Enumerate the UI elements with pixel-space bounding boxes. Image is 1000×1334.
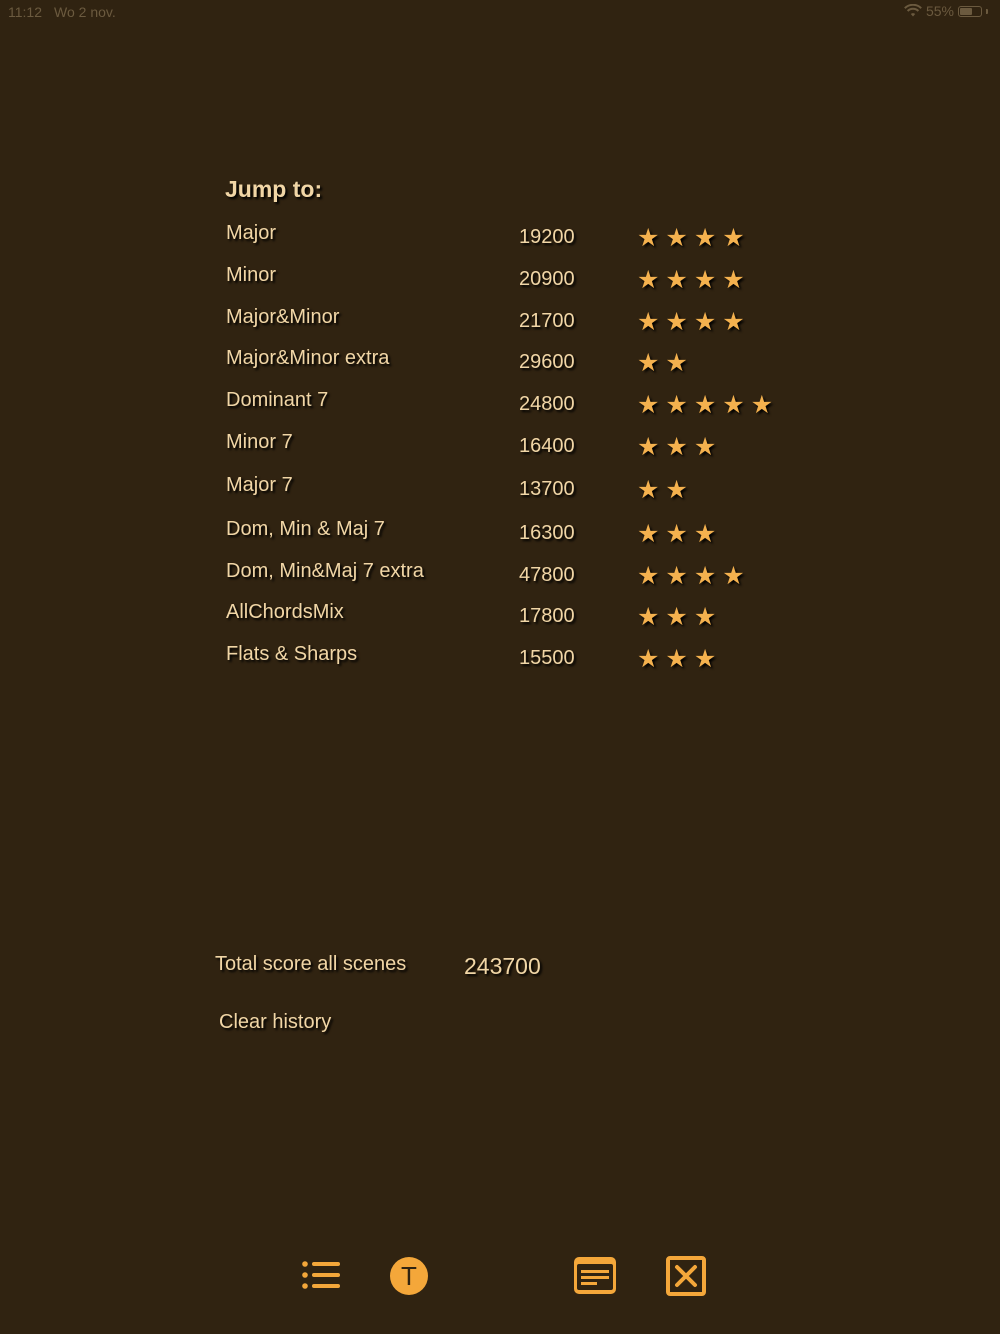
scene-name: Minor 7 [226, 431, 293, 453]
scene-name: Flats & Sharps [226, 643, 358, 665]
scene-row[interactable] [225, 389, 825, 427]
star-rating: ★★★★ [637, 224, 751, 252]
scene-name: Dom, Min&Maj 7 extra [226, 560, 424, 582]
close-button[interactable] [666, 1256, 706, 1296]
scene-name: Major [226, 222, 277, 244]
battery-icon [958, 6, 982, 17]
t-circle-icon [389, 1256, 429, 1296]
status-date: Wo 2 nov. [54, 4, 116, 20]
status-time: 11:12 [8, 4, 42, 20]
scene-name: Dominant 7 [226, 389, 329, 411]
scene-score: 24800 [519, 393, 575, 415]
status-right [904, 3, 988, 19]
battery-percent: 55% [925, 3, 954, 19]
star-rating: ★★★★ [637, 308, 751, 336]
scene-score: 21700 [519, 310, 575, 332]
scene-score: 16400 [519, 435, 575, 457]
star-rating: ★★★ [637, 433, 723, 461]
scene-name: Minor [226, 264, 277, 286]
star-rating: ★★★★★ [637, 391, 780, 419]
scene-name: AllChordsMix [226, 601, 344, 623]
scene-name: Dom, Min & Maj 7 [226, 518, 385, 540]
scene-score: 19200 [519, 226, 575, 248]
total-score-value: 243700 [464, 953, 541, 979]
scene-name: Major&Minor extra [226, 347, 390, 369]
scene-row[interactable] [225, 518, 825, 556]
wifi-icon [904, 4, 922, 18]
scene-row[interactable] [225, 474, 825, 512]
scene-score: 13700 [519, 478, 575, 500]
t-button[interactable] [389, 1256, 429, 1296]
scene-score: 16300 [519, 522, 575, 544]
total-score-label: Total score all scenes [215, 953, 407, 975]
scene-score: 17800 [519, 605, 575, 627]
text-box-button[interactable] [573, 1256, 617, 1296]
scene-score: 15500 [519, 647, 575, 669]
text-box-icon [573, 1256, 617, 1296]
svg-text:T: T [401, 1261, 417, 1291]
star-rating: ★★★ [637, 603, 723, 631]
scene-row[interactable] [225, 306, 825, 344]
status-bar [0, 0, 1000, 24]
scene-score: 29600 [519, 351, 575, 373]
scene-row[interactable] [225, 643, 825, 681]
star-rating: ★★★ [637, 520, 723, 548]
star-rating: ★★★★ [637, 266, 751, 294]
scene-name: Major 7 [226, 474, 293, 496]
star-rating: ★★★ [637, 645, 723, 673]
close-box-icon [666, 1256, 706, 1296]
scene-row[interactable] [225, 431, 825, 469]
scene-row[interactable] [225, 601, 825, 639]
scene-name: Major&Minor [226, 306, 340, 328]
scene-row[interactable] [225, 222, 825, 260]
list-button[interactable] [300, 1256, 342, 1296]
star-rating: ★★ [637, 349, 694, 377]
star-rating: ★★ [637, 476, 694, 504]
jump-to-title: Jump to: [225, 176, 323, 202]
star-rating: ★★★★ [637, 562, 751, 590]
scene-row[interactable] [225, 264, 825, 302]
clear-history-button[interactable]: Clear history [219, 1011, 332, 1033]
scene-row[interactable] [225, 347, 825, 385]
scene-row[interactable] [225, 560, 825, 598]
list-icon [300, 1256, 342, 1296]
scene-score: 47800 [519, 564, 575, 586]
scene-score: 20900 [519, 268, 575, 290]
